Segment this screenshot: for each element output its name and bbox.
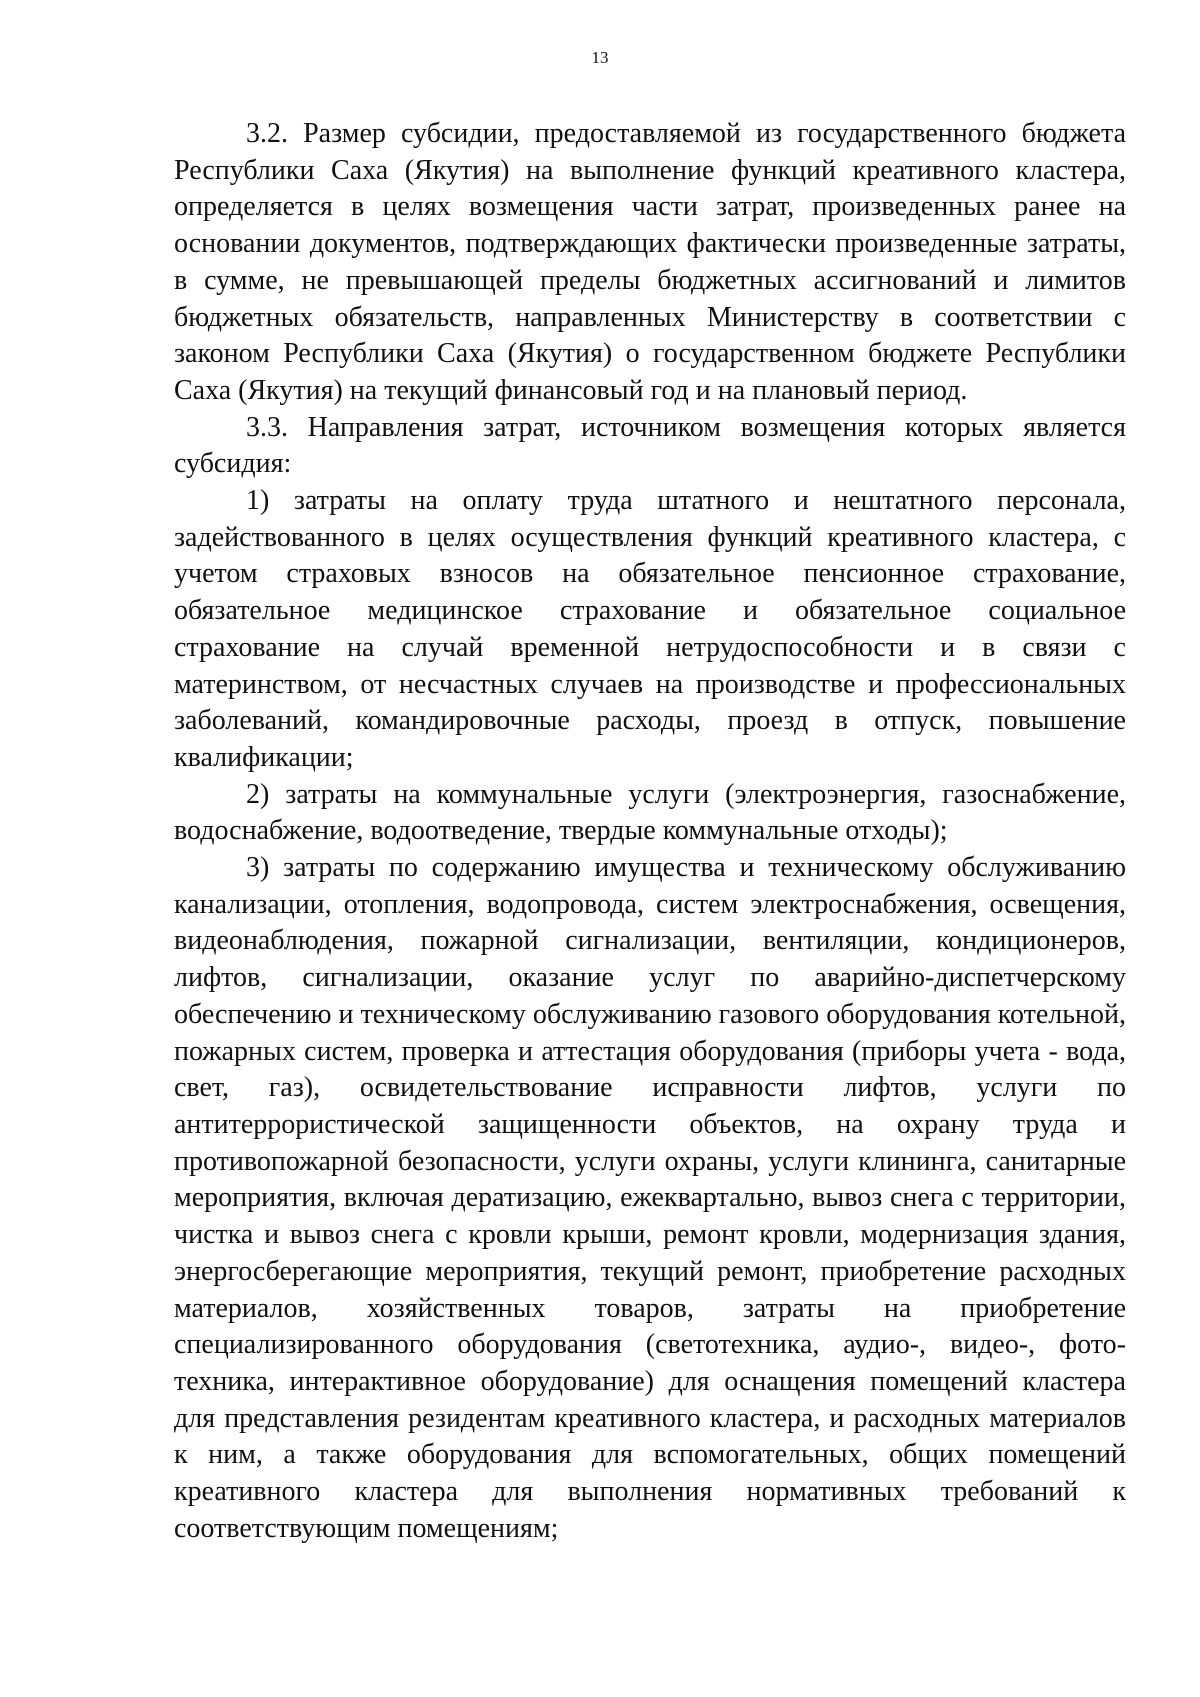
paragraph-3-2: 3.2. Размер субсидии, предоставляемой из государственного бюджета Республики Саха (Якутия) на выполнение функций креативного кластера, определяется в целях возмещения части затрат, произведенных ранее на основании документов, подтверждающих фактически произведенные затраты, в сумме, не превышающей пределы бюджетных ассигнований и лимитов бюджетных обязательств, направленных Министерству в соответствии с законом Республики Саха (Якутия) о государственном бюджете Республики Саха (Якутия) на текущий финансовый год и на плановый период. <box>174 118 1126 406</box>
document-body <box>174 116 1126 1547</box>
paragraph-3-3: 3.3. Направления затрат, источником возмещения которых является субсидия: <box>174 411 1126 480</box>
list-item-3: 3) затраты по содержанию имущества и техническому обслуживанию канализации, отопления, водопровода, систем электроснабжения, освещения, видеонаблюдения, пожарной сигнализации, вентиляции, кондиционеров, лифтов, сигнализации, оказание услуг по аварийно-диспетчерскому обеспечению и техническому обслуживанию газового оборудования котельной, пожарных систем, проверка и аттестация оборудования (приборы учета - вода, свет, газ), освидетельствование исправности лифтов, услуги по антитеррористической защищенности объектов, на охрану труда и противопожарной безопасности, услуги охраны, услуги клининга, санитарные мероприятия, включая дератизацию, ежеквартально, вывоз снега с территории, чистка и вывоз снега с кровли крыши, ремонт кровли, модернизация здания, энергосберегающие мероприятия, текущий ремонт, приобретение расходных материалов, хозяйственных товаров, затраты на приобретение специализированного оборудования (светотехника, аудио-, видео-, фото-техника, интерактивное оборудование) для оснащения помещений кластера для представления резидентам креативного кластера, и расходных материалов к ним, а также оборудования для вспомогательных, общих помещений креативного кластера для выполнения нормативных требований к соответствующим помещениям; <box>174 852 1126 1544</box>
page-number: 13 <box>591 48 609 67</box>
list-item-2: 2) затраты на коммунальные услуги (электроэнергия, газоснабжение, водоснабжение, водоотведение, твердые коммунальные отходы); <box>174 778 1126 847</box>
list-item-1: 1) затраты на оплату труда штатного и нештатного персонала, задействованного в целях осуществления функций креативного кластера, с учетом страховых взносов на обязательное пенсионное страхование, обязательное медицинское страхование и обязательное социальное страхование на случай временной нетрудоспособности и в связи с материнством, от несчастных случаев на производстве и профессиональных заболеваний, командировочные расходы, проезд в отпуск, повышение квалификации; <box>174 485 1126 773</box>
